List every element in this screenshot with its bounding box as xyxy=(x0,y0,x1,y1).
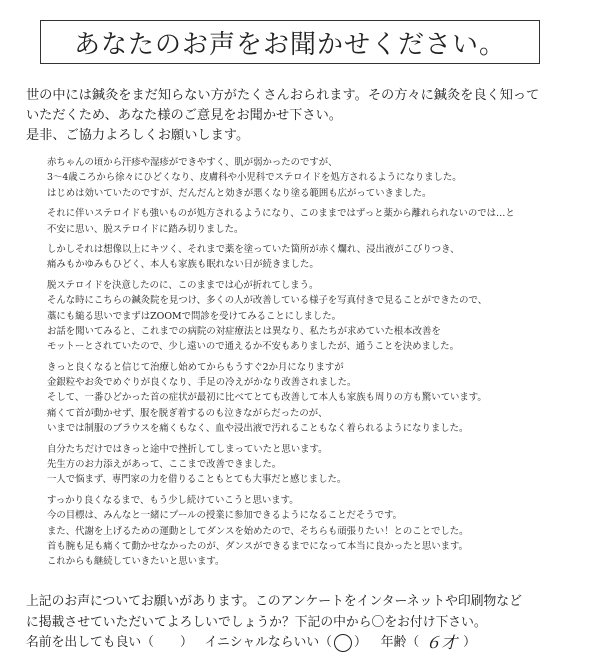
testimonial-line: また、代謝を上げるための運動としてダンスを始めたので、そちらも頑張りたい！とのことでした。 xyxy=(47,525,469,537)
intro-line: 是非、ご協力よろしくお願いします。 xyxy=(26,128,250,143)
testimonial-line: それに伴いステロイドも強いものが処方されるようになり、このままではずっと薬から離れられないのでは…と xyxy=(47,208,515,220)
testimonial-line: 一人で悩まず、専門家の力を借りることもとても大事だと感じました。 xyxy=(47,474,347,486)
consent-request-line: 上記のお声についてお願いがあります。このアンケートをインターネットや印刷物など xyxy=(26,594,522,609)
testimonial-line: しかしそれは想像以上にキツく、それまで薬を塗っていた箇所が赤く爛れ、浸出液がこびりつき、 xyxy=(47,243,460,255)
testimonial-paragraph xyxy=(47,155,595,201)
age-value[interactable]: ６才 xyxy=(425,633,458,652)
testimonial-line: 痛みもかゆみもひどく、本人も家族も眠れない日が続きました。 xyxy=(47,259,319,271)
page-title: あなたのお声をお聞かせください。 xyxy=(73,29,506,60)
testimonial-line: これからも継続していきたいと思います。 xyxy=(47,556,225,568)
testimonial-paragraph xyxy=(47,278,595,355)
testimonial-paragraph xyxy=(47,206,595,237)
age-close: ） xyxy=(463,635,476,650)
testimonial-line: そして、一番ひどかった首の症状が最初に比べてとても改善して本人も家族も周りの方も驚いています。 xyxy=(47,392,487,404)
initials-ok-option-close: ） xyxy=(353,635,367,650)
testimonial-line: モットーとされていたので、少し遠いので通えるか不安もありましたが、通うことを決めました。 xyxy=(47,341,460,353)
name-ok-option-label: 名前を出しても良い（ xyxy=(26,635,154,650)
testimonial-line: 不安に思い、脱ステロイドに踏み切りました。 xyxy=(47,223,244,235)
initials-ok-option-label: イニシャルならいい（ xyxy=(204,635,332,650)
age-label: 年齢（ xyxy=(380,635,420,650)
intro-text xyxy=(26,86,586,146)
testimonial-line: 脱ステロイドを決意したのに、このままでは心が折れてしまう。 xyxy=(47,279,319,291)
testimonial-line: 首も腕も足も痛くて動かせなかったのが、ダンスができるまでになって本当に良かったと思います。 xyxy=(47,540,468,552)
consent-request-line: に掲載させていただいてよろしいでしょうか？下記の中から〇をお付け下さい。 xyxy=(26,614,487,630)
consent-options-row xyxy=(26,633,596,654)
intro-line: 世の中には鍼灸をまだ知らない方がたくさんおられます。その方々に鍼灸を良く知って xyxy=(26,88,540,103)
testimonial-paragraph xyxy=(47,493,595,570)
title-box xyxy=(40,20,540,64)
hand-drawn-circle-mark[interactable] xyxy=(334,634,352,652)
testimonial-line: 金銀粒やお灸でめぐりが良くなり、手足の冷えがかなり改善されました。 xyxy=(47,377,357,389)
testimonial-line: 自分たちだけではきっと途中で挫折してしまっていたと思います。 xyxy=(47,443,328,455)
testimonial-body xyxy=(47,155,595,575)
consent-section xyxy=(26,592,596,654)
testimonial-paragraph xyxy=(47,442,595,488)
testimonial-line: いまでは制服のブラウスを痛くもなく、血や浸出液で汚れることもなく着られるようになりました。 xyxy=(47,423,469,435)
testimonial-line: そんな時にこちらの鍼灸院を見つけ、多くの人が改善している様子を写真付きで見ることができたので、 xyxy=(47,295,488,307)
intro-line: いただくため、あなた様のご意見をお聞かせ下さい。 xyxy=(26,108,342,123)
testimonial-line: すっかり良くなるまで、もう少し続けていこうと思います。 xyxy=(47,494,299,506)
testimonial-line: 先生方のお力添えがあって、ここまで改善できました。 xyxy=(47,459,282,471)
testimonial-line: はじめは効いていたのですが、だんだんと効きが悪くなり塗る範囲も広がっていきました。 xyxy=(47,187,432,199)
testimonial-line: 痛くて首が動かせず、服を脱ぎ着するのも泣きながらだったのが、 xyxy=(47,407,328,419)
testimonial-line: 3～4歳ころから徐々にひどくなり、皮膚科や小児科でステロイドを処方されるようになりました。 xyxy=(47,172,462,184)
name-ok-option-close: ） xyxy=(179,635,193,650)
testimonial-paragraph xyxy=(47,360,595,437)
testimonial-line: お話を聞いてみると、これまでの病院の対症療法とは異なり、私たちが求めていた根本改善を xyxy=(47,325,441,337)
testimonial-line: 藁にも縋る思いでまずはZOOMで問診を受けてみることにしました。 xyxy=(47,310,341,322)
testimonial-paragraph xyxy=(47,242,595,273)
testimonial-line: 今の目標は、みんなと一緒にプールの授業に参加できるようになることだそうです。 xyxy=(47,510,403,522)
testimonial-line: きっと良くなると信じて治療し始めてからもうすぐ2か月になりますが xyxy=(47,361,344,373)
testimonial-line: 赤ちゃんの頃から汗疹や湿疹ができやすく、肌が弱かったのですが、 xyxy=(47,157,338,168)
